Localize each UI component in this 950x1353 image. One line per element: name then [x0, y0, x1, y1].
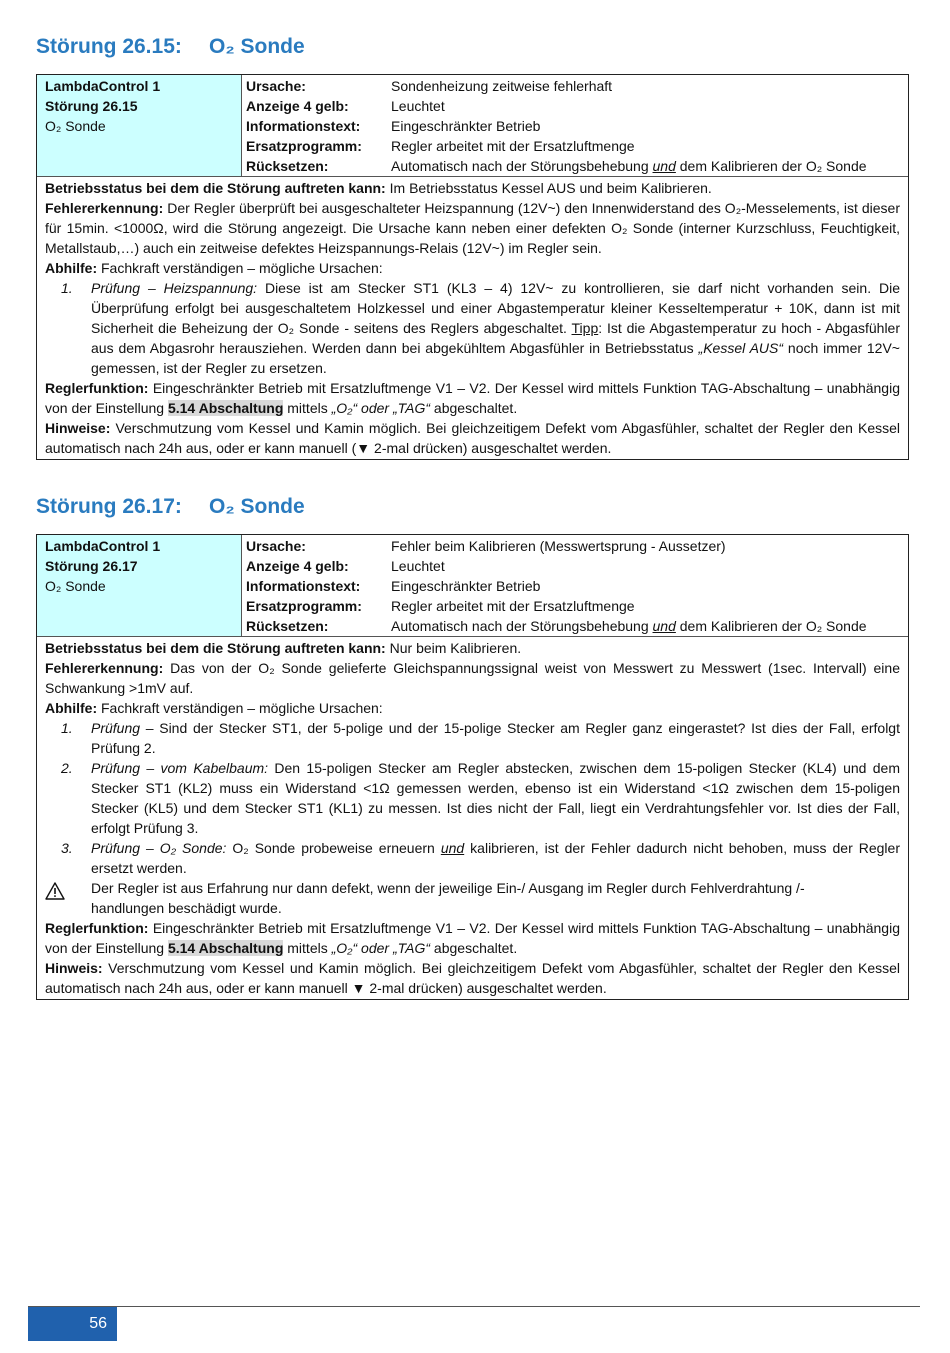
notes-paragraph: [45, 418, 900, 458]
paragraph-label: Abhilfe:: [45, 700, 98, 716]
controller-name: LambdaControl 1: [45, 78, 161, 94]
paragraph-text: mittels: [283, 940, 332, 956]
field-label: Informationstext:: [246, 118, 361, 134]
controller-function-paragraph: [45, 378, 900, 418]
paragraph-text: abgeschaltet.: [430, 400, 518, 416]
paragraph-text: Nur beim Kalibrieren.: [385, 640, 522, 656]
reset-text: Automatisch nach der Störungsbehebung: [391, 158, 653, 174]
field-row: [246, 136, 908, 156]
fault-fields: [242, 75, 908, 176]
warning-note: [45, 878, 900, 918]
paragraph-text: Das von der O₂ Sonde gelieferte Gleichspannungssignal weist von Messwert zu Messwert (1sec. Intervall) eine Schwankung >1mV auf.: [45, 660, 900, 696]
field-row: [246, 616, 908, 636]
paragraph-label: Hinweise:: [45, 420, 111, 436]
field-row: [246, 596, 908, 616]
fault-table: [36, 534, 909, 1000]
field-value: Regler arbeitet mit der Ersatzluftmenge: [391, 598, 635, 614]
status-paragraph: [45, 638, 900, 658]
check-text: kalibrieren, ist der Fehler dadurch nicht behoben, muss der Regler ersetzt werden.: [91, 840, 900, 876]
fault-section-26-17: [36, 492, 909, 1000]
paragraph-label: Fehlererkennung:: [45, 660, 164, 676]
field-value: [391, 156, 908, 176]
paragraph-text: Der Regler überprüft bei ausgeschalteter Heizspannung (12V~) den Innenwiderstand des O₂-Messelements, ist dieser für 15min. <1000Ω, wird die Störung angezeigt. Die Ursache kann neben einer defekten O₂ Sonde (interner Kurzschluss, Feuchtigkeit, Metallstaub,…) auch ein zeitweise defektes Heizspannungs-Relais (12V~) im Regler sein.: [45, 200, 900, 256]
field-label: Ersatzprogramm:: [246, 138, 362, 154]
field-label: Rücksetzen:: [246, 158, 329, 174]
check-list: [45, 718, 900, 878]
setting-options: „O₂“ oder „TAG“: [331, 400, 431, 416]
status-paragraph: [45, 178, 900, 198]
fault-id-cell: [37, 535, 242, 636]
component-name: O₂ Sonde: [45, 578, 106, 594]
controller-name: LambdaControl 1: [45, 538, 161, 554]
check-title: Prüfung – Heizspannung:: [91, 280, 258, 296]
list-number: 1.: [61, 280, 73, 296]
reset-emphasis: und: [652, 158, 676, 174]
paragraph-label: Hinweis:: [45, 960, 103, 976]
fault-body: [37, 637, 908, 999]
check-text: Diese ist am Stecker ST1 (KL3 – 4) 12V~ zu kontrollieren, sie darf nicht vorhanden sein. Die Überprüfung erfolgt bei ausgeschaltetem Holzkessel und einer Abgastemperatur kleiner Kesseltemperatur + 10K, dann ist mit Sicherheit die Beheizung der O₂ Sonde - seitens des Reglers abgeschaltet.: [91, 280, 901, 336]
check-text: – Sind der Stecker ST1, der 5-polige und der 15-polige Stecker am Regler ganz eingerastet? Ist dies der Fall, erfolgt Prüfung 2.: [91, 720, 900, 756]
list-number: 1.: [61, 720, 73, 736]
fault-fields: [242, 535, 908, 636]
check-text: Den 15-poligen Stecker am Regler abstecken, zwischen dem 15-poligen Stecker (KL4) und dem Stecker ST1 (KL2) muss ein Widerstand <1Ω gemessen werden, ebenso ist ein Widerstand <1Ω zwischen dem 15-poligen Stecker (KL5) und dem Stecker ST1 (KL1) zu messen. Ist dies nicht der Fall, liegt ein Verdrahtungsfehler vor. Ist dies der Fall, erfolgt Prüfung 3.: [91, 760, 901, 836]
list-number: 3.: [61, 840, 73, 856]
fault-number: Störung 26.15:: [36, 35, 182, 58]
list-item: [45, 278, 900, 378]
paragraph-label: Betriebsstatus bei dem die Störung auftreten kann:: [45, 180, 386, 196]
paragraph-text: Eingeschränkter Betrieb mit Ersatzluftmenge V1 – V2. Der Kessel wird mittels Funktion TAG-Abschaltung – unabhängig von der Einstellung: [45, 380, 900, 416]
check-text: : Ist die Abgastemperatur zu hoch - Abgasfühler aus dem Abgasrohr herausziehen. Werden dann bei abgekühltem Abgasfühler in Betriebsstatus: [91, 320, 901, 356]
field-label: Ursache:: [246, 78, 306, 94]
footer-divider: [28, 1306, 920, 1307]
paragraph-label: Betriebsstatus bei dem die Störung auftreten kann:: [45, 640, 386, 656]
field-row: [246, 556, 908, 576]
field-value: Fehler beim Kalibrieren (Messwertsprung - Aussetzer): [391, 538, 726, 554]
field-row: [246, 156, 908, 176]
paragraph-label: Reglerfunktion:: [45, 380, 149, 396]
check-list: [45, 278, 900, 378]
paragraph-text: Eingeschränkter Betrieb mit Ersatzluftmenge V1 – V2. Der Kessel wird mittels Funktion TAG-Abschaltung – unabhängig von der Einstellung: [45, 920, 900, 956]
notes-paragraph: [45, 958, 900, 998]
remedy-paragraph: [45, 258, 900, 278]
field-label: Anzeige 4 gelb:: [246, 558, 349, 574]
check-emphasis: und: [440, 840, 465, 856]
setting-options: „O₂“ oder „TAG“: [331, 940, 431, 956]
setting-reference: 5.14 Abschaltung: [167, 400, 284, 416]
field-row: [246, 96, 908, 116]
paragraph-text: mittels: [283, 400, 332, 416]
status-name: „Kessel AUS“: [698, 340, 784, 356]
field-value: Eingeschränkter Betrieb: [391, 118, 541, 134]
field-label: Ersatzprogramm:: [246, 598, 362, 614]
component-name: O₂ Sonde: [45, 118, 106, 134]
controller-function-paragraph: [45, 918, 900, 958]
fault-section-26-15: [36, 32, 909, 460]
paragraph-text: Verschmutzung vom Kessel und Kamin möglich. Bei gleichzeitigem Defekt vom Abgasfühler, schaltet der Regler den Kessel automatisch nach 24h aus, oder er kann manuell ▼ 2-mal drücken) ausgeschaltet werden.: [45, 960, 900, 996]
reset-text: dem Kalibrieren der O₂ Sonde: [675, 618, 867, 634]
field-label: Informationstext:: [246, 578, 361, 594]
check-title: Prüfung: [91, 720, 141, 736]
paragraph-text: Fachkraft verständigen – mögliche Ursachen:: [97, 260, 383, 276]
paragraph-label: Fehlererkennung:: [45, 200, 164, 216]
fault-header: [37, 75, 908, 177]
check-title: Prüfung – vom Kabelbaum:: [91, 760, 269, 776]
warning-icon: [45, 882, 65, 905]
field-row: [246, 536, 908, 556]
warning-text: Der Regler ist aus Erfahrung nur dann defekt, wenn der jeweilige Ein-/ Ausgang im Regler durch Fehlverdrahtung /-handlungen beschädigt wurde.: [91, 880, 805, 916]
field-value: Leuchtet: [391, 558, 445, 574]
field-value: Leuchtet: [391, 98, 445, 114]
fault-id-cell: [37, 75, 242, 176]
list-number: 2.: [61, 760, 73, 776]
section-title: [36, 492, 909, 522]
check-title: Prüfung – O₂ Sonde:: [91, 840, 227, 856]
paragraph-label: Reglerfunktion:: [45, 920, 149, 936]
fault-body: [37, 177, 908, 459]
setting-reference: 5.14 Abschaltung: [167, 940, 284, 956]
list-item: [45, 718, 900, 758]
field-value: Eingeschränkter Betrieb: [391, 578, 541, 594]
reset-text: Automatisch nach der Störungsbehebung: [391, 618, 653, 634]
field-label: Ursache:: [246, 538, 306, 554]
paragraph-text: Im Betriebsstatus Kessel AUS und beim Kalibrieren.: [385, 180, 712, 196]
fault-name: O₂ Sonde: [209, 495, 305, 518]
paragraph-text: Verschmutzung vom Kessel und Kamin möglich. Bei gleichzeitigem Defekt vom Abgasfühler, schaltet der Regler den Kessel automatisch nach 24h aus, oder er kann manuell (▼ 2-mal drücken) ausgeschaltet werden.: [45, 420, 900, 456]
check-text: noch immer 12V~ gemessen, ist der Regler zu ersetzen.: [91, 340, 900, 376]
detection-paragraph: [45, 198, 900, 258]
paragraph-text: Fachkraft verständigen – mögliche Ursachen:: [97, 700, 383, 716]
list-item: [45, 838, 900, 878]
check-text: O₂ Sonde probeweise erneuern: [226, 840, 441, 856]
page-number: 56: [28, 1307, 117, 1341]
field-value: Sondenheizung zeitweise fehlerhaft: [391, 78, 613, 94]
field-row: [246, 76, 908, 96]
remedy-paragraph: [45, 698, 900, 718]
field-value: [391, 616, 908, 636]
field-row: [246, 576, 908, 596]
field-value: Regler arbeitet mit der Ersatzluftmenge: [391, 138, 635, 154]
fault-number: Störung 26.17:: [36, 495, 182, 518]
detection-paragraph: [45, 658, 900, 698]
section-title: [36, 32, 909, 62]
tip-label: Tipp: [571, 320, 599, 336]
reset-text: dem Kalibrieren der O₂ Sonde: [675, 158, 867, 174]
reset-emphasis: und: [652, 618, 676, 634]
fault-table: [36, 74, 909, 460]
list-item: [45, 758, 900, 838]
fault-header: [37, 535, 908, 637]
field-row: [246, 116, 908, 136]
fault-name: O₂ Sonde: [209, 35, 305, 58]
field-label: Rücksetzen:: [246, 618, 329, 634]
paragraph-label: Abhilfe:: [45, 260, 98, 276]
fault-code: Störung 26.17: [45, 558, 138, 574]
paragraph-text: abgeschaltet.: [430, 940, 518, 956]
fault-code: Störung 26.15: [45, 98, 138, 114]
field-label: Anzeige 4 gelb:: [246, 98, 349, 114]
